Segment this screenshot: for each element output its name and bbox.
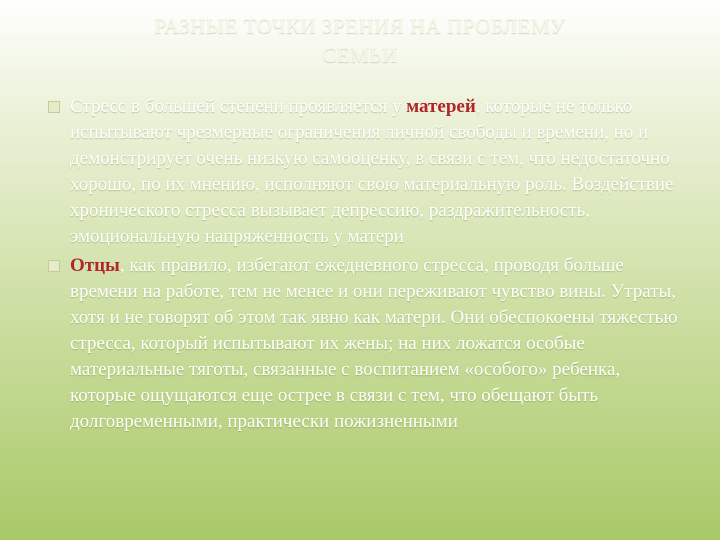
bullet-1-text-pre: Стресс в большей степени проявляется у: [70, 96, 407, 117]
bullet-mothers: [48, 94, 680, 250]
bullet-2-text-post: , как правило, избегают ежедневного стресса, проводя больше времени на работе, тем не менее и они переживают чувство вины. Утраты, хотя и не говорят об этом так явно как матери. Они обеспокоены тяжестью стресса, который испытывают их жены; на них ложатся особые материальные тяготы, связанные с воспитанием «особого» ребенка, которые ощущаются еще острее в связи с тем, что обещают быть долговременными, практически пожизненными: [70, 255, 678, 432]
slide-title: [40, 12, 680, 70]
bullet-2-highlight: Отцы: [70, 255, 120, 276]
slide-content: [48, 94, 680, 438]
square-bullet-icon: [48, 101, 60, 113]
bullet-1-text-post: , которые не только испытывают чрезмерные ограничения личной свободы и времени, но и демонстрирует очень низкую самооценку, в связи с тем, что недостаточно хорошо, по их мнению, исполняют свою материальную роль. Воздействие хронического стресса вызывает депрессию, раздражительность, эмоциональную напряженность у матери: [70, 96, 674, 247]
square-bullet-icon: [48, 260, 60, 272]
bullet-1-highlight: матерей: [406, 96, 476, 117]
bullet-fathers: [48, 253, 680, 435]
title-line-2: СЕМЬИ: [322, 43, 398, 67]
title-line-1: РАЗНЫЕ ТОЧКИ ЗРЕНИЯ НА ПРОБЛЕМУ: [154, 14, 566, 38]
